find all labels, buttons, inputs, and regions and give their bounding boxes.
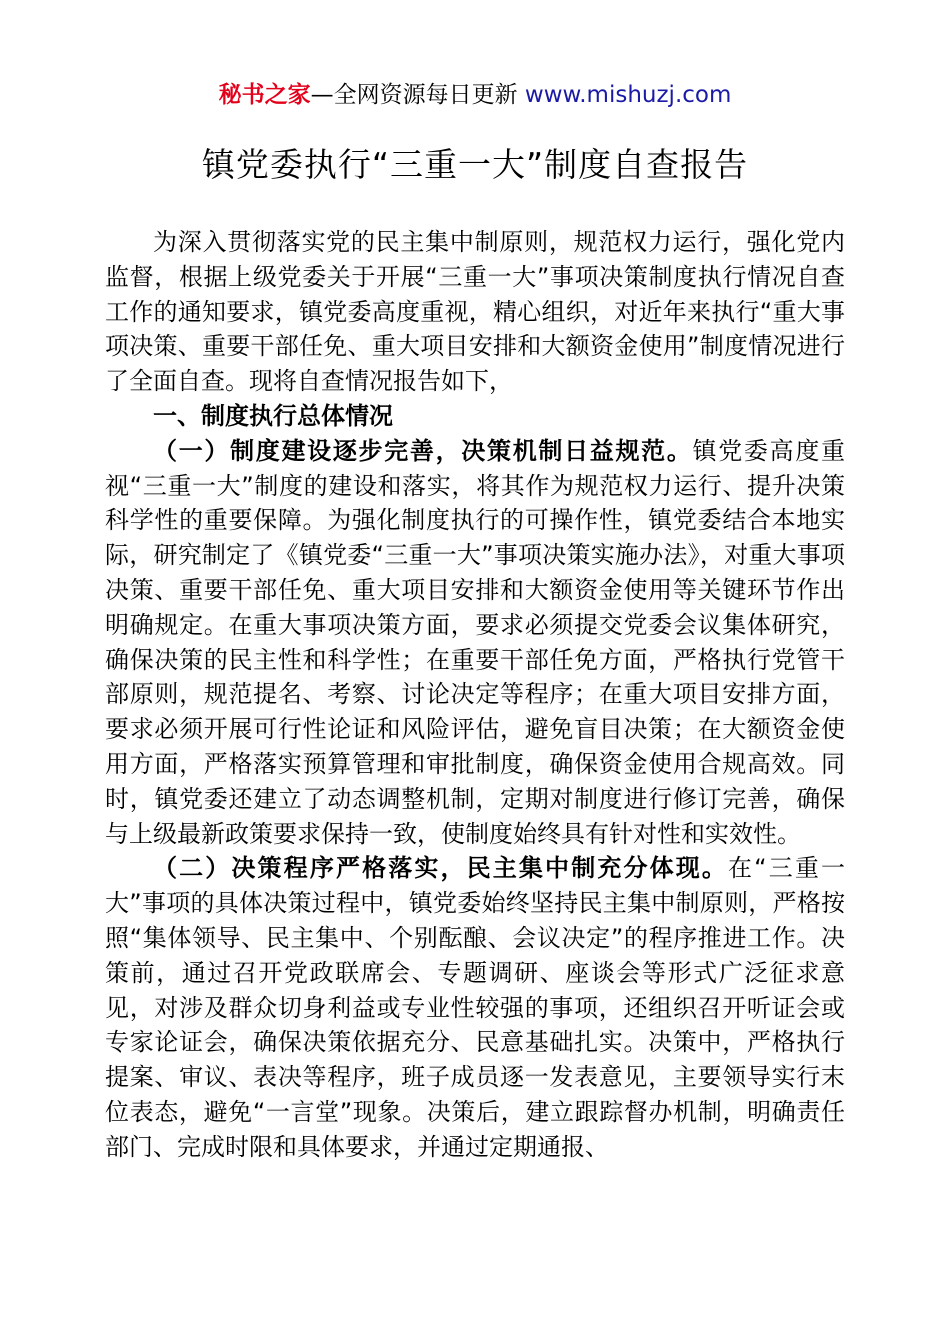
subsection-heading-2: （二）决策程序严格落实，民主集中制充分体现。 (153, 854, 729, 883)
header-tagline: —全网资源每日更新 (310, 82, 525, 108)
section-heading-1: 一、制度执行总体情况 (153, 401, 393, 430)
intro-paragraph: 为深入贯彻落实党的民主集中制原则，规范权力运行，强化党内监督，根据上级党委关于开展“三重一大”事项决策制度执行情况自查工作的通知要求，镇党委高度重视，精心组织，对近年来执行“重大事项决策、重要干部任免、重大项目安排和大额资金使用”制度情况进行了全面自查。现将自查情况报告如下， (105, 228, 845, 396)
subsection-paragraph-2 (105, 851, 845, 1164)
subsection-paragraph-1 (105, 434, 845, 852)
document-title: 镇党委执行“三重一大”制度自查报告 (201, 145, 749, 184)
page-header (0, 78, 950, 112)
document-body (105, 225, 845, 1165)
subsection-body-2: 在“三重一大”事项的具体决策过程中，镇党委始终坚持民主集中制原则，严格按照“集体领导、民主集中、个别酝酿、会议决定”的程序推进工作。决策前，通过召开党政联席会、专题调研、座谈会等形式广泛征求意见，对涉及群众切身利益或专业性较强的事项，还组织召开听证会或专家论证会，确保决策依据充分、民意基础扎实。决策中，严格执行提案、审议、表决等程序，班子成员逐一发表意见，主要领导实行末位表态，避免“一言堂”现象。决策后，建立跟踪督办机制，明确责任部门、完成时限和具体要求，并通过定期通报、 (105, 854, 845, 1161)
brand-name: 秘书之家 (218, 82, 311, 108)
site-url-link[interactable]: www.mishuzj.com (524, 82, 732, 108)
subsection-body-1: 镇党委高度重视“三重一大”制度的建设和落实，将其作为规范权力运行、提升决策科学性的重要保障。为强化制度执行的可操作性，镇党委结合本地实际，研究制定了《镇党委“三重一大”事项决策实施办法》，对重大事项决策、重要干部任免、重大项目安排和大额资金使用等关键环节作出明确规定。在重大事项决策方面，要求必须提交党委会议集体研究，确保决策的民主性和科学性；在重要干部任免方面，严格执行党管干部原则，规范提名、考察、讨论决定等程序；在重大项目安排方面，要求必须开展可行性论证和风险评估，避免盲目决策；在大额资金使用方面，严格落实预算管理和审批制度，确保资金使用合规高效。同时，镇党委还建立了动态调整机制，定期对制度进行修订完善，确保与上级最新政策要求保持一致，使制度始终具有针对性和实效性。 (105, 436, 846, 848)
subsection-heading-1: （一）制度建设逐步完善，决策机制日益规范。 (153, 436, 693, 465)
